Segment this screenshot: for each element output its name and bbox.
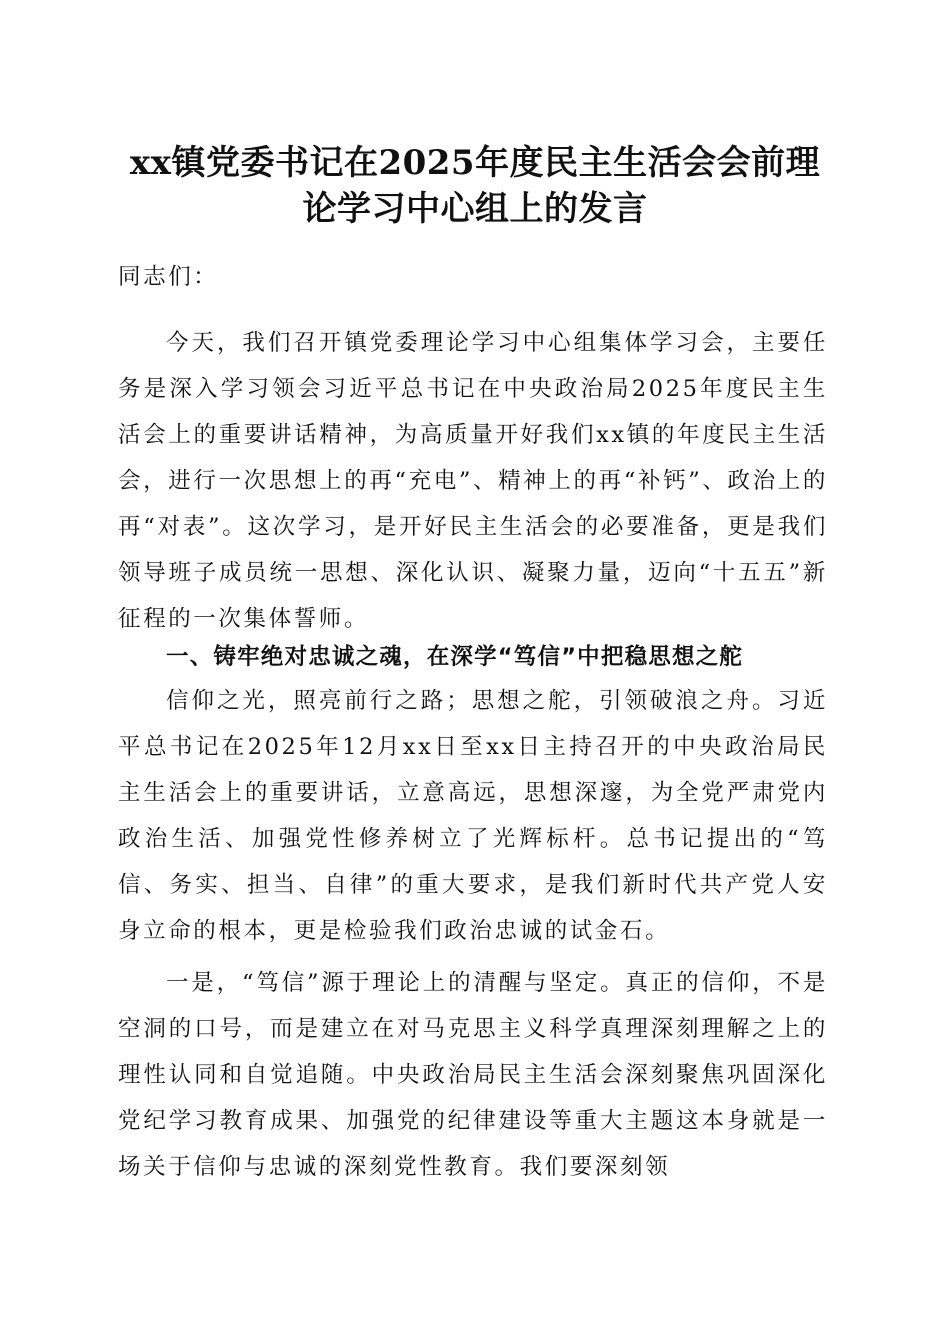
paragraph-intro: 今天，我们召开镇党委理论学习中心组集体学习会，主要任务是深入学习领会习近平总书记在中央政治局2025年度民主生活会上的重要讲话精神，为高质量开好我们xx镇的年度民主生活会，进行一次思想上的再“充电”、精神上的再“补钙”、政治上的再“对表”。这次学习，是开好民主生活会的必要准备，更是我们领导班子成员统一思想、深化认识、凝聚力量，迈向“十五五”新征程的一次集体誓师。 <box>118 330 828 632</box>
document-title-line-1: xx镇党委书记在2025年度民主生活会会前理 <box>129 143 821 183</box>
section-heading-1: 一、铸牢绝对忠诚之魂，在深学“笃信”中把稳思想之舵 <box>166 644 744 670</box>
document-title-line-2: 论学习中心组上的发言 <box>302 189 648 229</box>
paragraph-section-1: 信仰之光，照亮前行之路；思想之舵，引领破浪之舟。习近平总书记在2025年12月xx日至xx日主持召开的中央政治局民主生活会上的重要讲话，立意高远，思想深邃，为全党严肃党内政治生活、加强党性修养树立了光辉标杆。总书记提出的“笃信、务实、担当、自律”的重大要求，是我们新时代共产党人安身立命的根本，更是检验我们政治忠诚的试金石。 <box>118 688 828 944</box>
salutation: 同志们： <box>118 264 219 290</box>
paragraph-point-1: 一是，“笃信”源于理论上的清醒与坚定。真正的信仰，不是空洞的口号，而是建立在对马克思主义科学真理深刻理解之上的理性认同和自觉追随。中央政治局民主生活会深刻聚焦巩固深化党纪学习教育成果、加强党的纪律建设等重大主题这本身就是一场关于信仰与忠诚的深刻党性教育。我们要深刻领 <box>118 970 828 1180</box>
